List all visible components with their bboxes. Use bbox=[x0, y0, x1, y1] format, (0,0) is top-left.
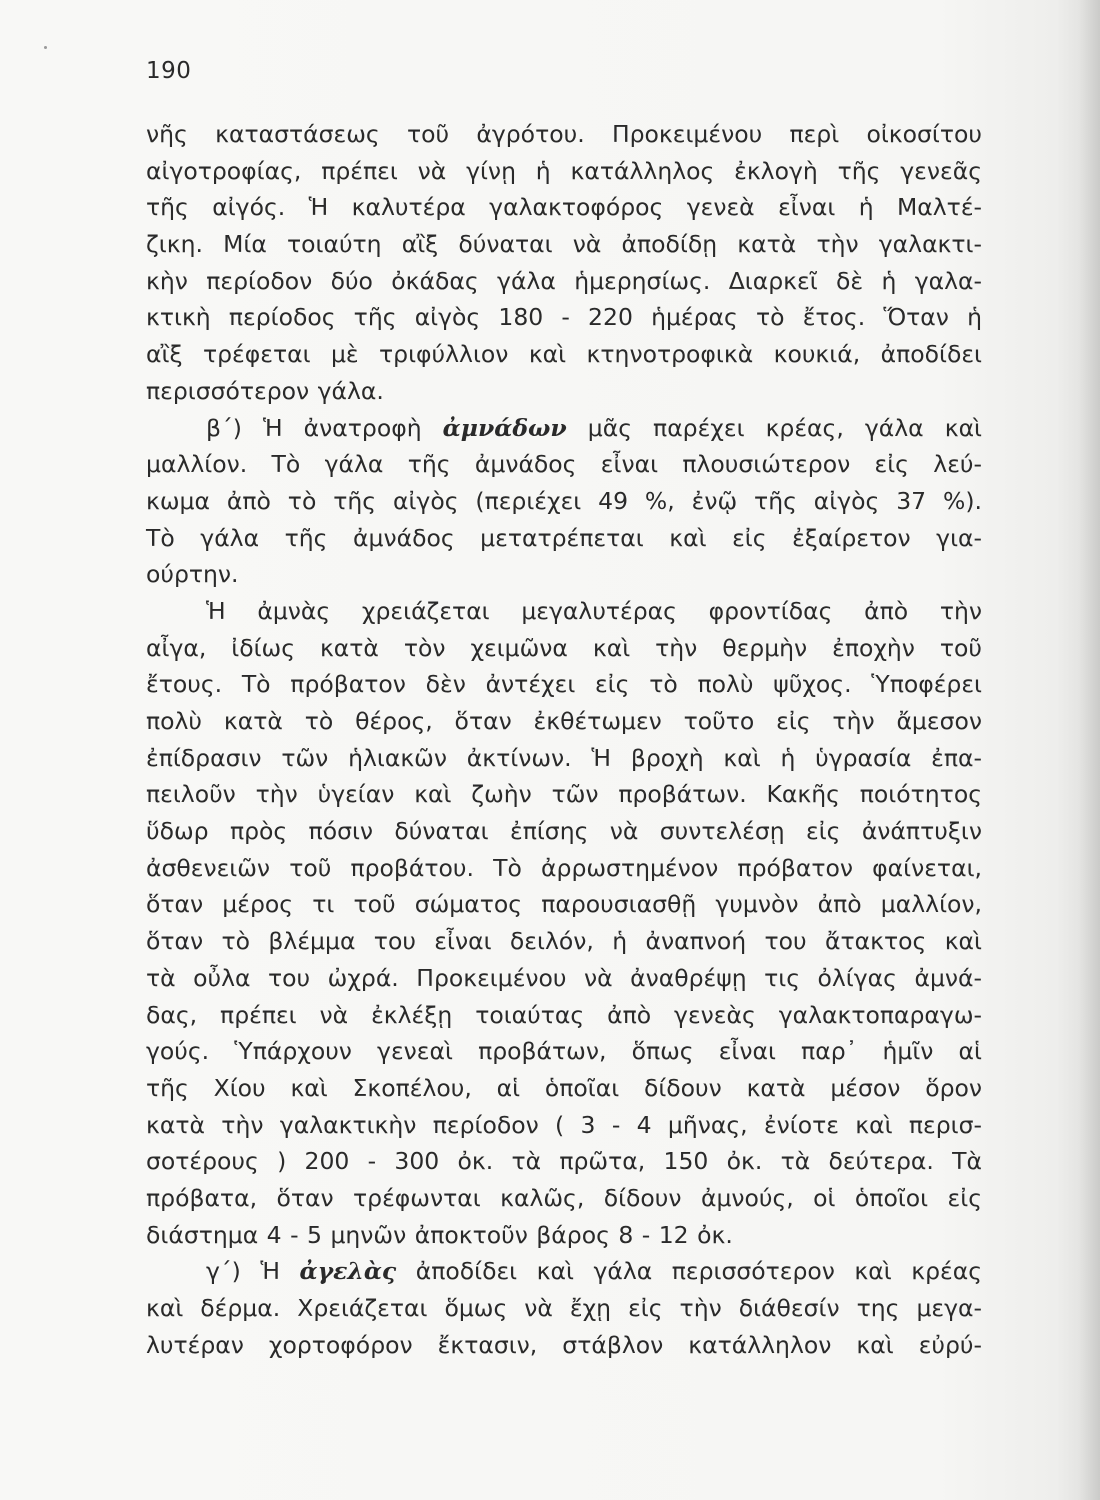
text-line: πολὺ κατὰ τὸ θέρος, ὅταν ἐκθέτωμεν τοῦτο εἰς τὴν ἄμεσον bbox=[146, 707, 982, 735]
text-line: δας, πρέπει νὰ ἐκλέξῃ τοιαύτας ἀπὸ γενεὰς γαλακτοπαραγω- bbox=[146, 1000, 982, 1029]
text-line: καὶ δέρμα. Χρειάζεται ὅμως νὰ ἔχῃ εἰς τὴν διάθεσίν της μεγα- bbox=[146, 1294, 982, 1322]
text-line: τῆς Χίου καὶ Σκοπέλου, αἱ ὁποῖαι δίδουν κατὰ μέσον ὅρον bbox=[146, 1073, 982, 1102]
text-line: αἲξ τρέφεται μὲ τριφύλλιον καὶ κτηνοτροφικὰ κουκιά, ἀποδίδει bbox=[146, 340, 982, 369]
text-line: ζικη. Μία τοιαύτη αἲξ δύναται νὰ ἀποδίδῃ κατὰ τὴν γαλακτι- bbox=[146, 230, 982, 259]
text-line: Τὸ γάλα τῆς ἀμνάδος μετατρέπεται καὶ εἰς ἐξαίρετον για- bbox=[146, 523, 982, 552]
text-line: περισσότερον γάλα. bbox=[146, 376, 384, 405]
text-line: γούς. Ὑπάρχουν γενεαὶ προβάτων, ὅπως εἶναι παρ᾽ ἡμῖν αἱ bbox=[146, 1037, 982, 1066]
text-line: ὅταν μέρος τι τοῦ σώματος παρουσιασθῇ γυμνὸν ἀπὸ μαλλίον, bbox=[146, 890, 982, 919]
text-line: μαλλίον. Τὸ γάλα τῆς ἀμνάδος εἶναι πλουσιώτερον εἰς λεύ- bbox=[146, 450, 982, 479]
page-edge-shadow bbox=[1078, 0, 1100, 1500]
text-line: κτικὴ περίοδος τῆς αἰγὸς 180 - 220 ἡμέρας τὸ ἔτος. Ὅταν ἡ bbox=[146, 303, 982, 332]
text-line: αἶγα, ἰδίως κατὰ τὸν χειμῶνα καὶ τὴν θερμὴν ἐποχὴν τοῦ bbox=[146, 633, 982, 662]
emphasized-term: ἀμνάδων bbox=[442, 413, 567, 442]
text-line: λυτέραν χορτοφόρον ἔκτασιν, στάβλον κατάλληλον καὶ εὐρύ- bbox=[146, 1330, 982, 1359]
text-line: ούρτην. bbox=[146, 560, 239, 589]
text-line: ἀσθενειῶν τοῦ προβάτου. Τὸ ἀρρωστημένον πρόβατον φαίνεται, bbox=[146, 853, 982, 882]
text-line: πρόβατα, ὅταν τρέφωνται καλῶς, δίδουν ἀμνούς, οἱ ὁποῖοι εἰς bbox=[146, 1183, 982, 1212]
text-line: γ΄) Ἡ ἀγελὰς ἀποδίδει καὶ γάλα περισσότερον καὶ κρέας bbox=[206, 1257, 982, 1286]
text-line: διάστημα 4 - 5 μηνῶν ἀποκτοῦν βάρος 8 - 12 ὀκ. bbox=[146, 1220, 733, 1249]
text-line: β΄) Ἡ ἀνατροφὴ ἀμνάδων μᾶς παρέχει κρέας, γάλα καὶ bbox=[206, 413, 983, 442]
text-line: νῆς καταστάσεως τοῦ ἀγρότου. Προκειμένου περὶ οἰκοσίτου bbox=[146, 120, 982, 148]
text-line: πειλοῦν τὴν ὑγείαν καὶ ζωὴν τῶν προβάτων. Κακῆς ποιότητος bbox=[146, 780, 982, 809]
body-text bbox=[146, 116, 982, 1363]
text-line: ὅταν τὸ βλέμμα του εἶναι δειλόν, ἡ ἀναπνοή του ἄτακτος καὶ bbox=[146, 927, 982, 956]
text-line: τῆς αἰγός. Ἡ καλυτέρα γαλακτοφόρος γενεὰ εἶναι ἡ Μαλτέ- bbox=[146, 193, 982, 222]
text-line: κωμα ἀπὸ τὸ τῆς αἰγὸς (περιέχει 49 %, ἐνῷ τῆς αἰγὸς 37 %). bbox=[146, 486, 982, 515]
text-line: Ἡ ἀμνὰς χρειάζεται μεγαλυτέρας φροντίδας ἀπὸ τὴν bbox=[206, 596, 982, 625]
text-line: κατὰ τὴν γαλακτικὴν περίοδον ( 3 - 4 μῆνας, ἐνίοτε καὶ περισ- bbox=[146, 1110, 982, 1139]
text-line: αἰγοτροφίας, πρέπει νὰ γίνῃ ἡ κατάλληλος ἐκλογὴ τῆς γενεᾶς bbox=[146, 156, 982, 185]
text-line: ἐπίδρασιν τῶν ἡλιακῶν ἀκτίνων. Ἡ βροχὴ καὶ ἡ ὑγρασία ἐπα- bbox=[146, 743, 982, 772]
paper-speck bbox=[44, 46, 47, 49]
text-line: τὰ οὖλα του ὠχρά. Προκειμένου νὰ ἀναθρέψῃ τις ὀλίγας ἀμνά- bbox=[146, 963, 982, 992]
text-line: κὴν περίοδον δύο ὀκάδας γάλα ἡμερησίως. Διαρκεῖ δὲ ἡ γαλα- bbox=[146, 266, 982, 295]
text-line: ἔτους. Τὸ πρόβατον δὲν ἀντέχει εἰς τὸ πολὺ ψῦχος. Ὑποφέρει bbox=[146, 670, 982, 699]
page-number: 190 bbox=[146, 58, 192, 84]
text-line: ὕδωρ πρὸς πόσιν δύναται ἐπίσης νὰ συντελέσῃ εἰς ἀνάπτυξιν bbox=[146, 817, 982, 846]
emphasized-term: ἀγελὰς bbox=[299, 1257, 397, 1286]
text-line: σοτέρους ) 200 - 300 ὀκ. τὰ πρῶτα, 150 ὀκ. τὰ δεύτερα. Τὰ bbox=[146, 1147, 982, 1176]
